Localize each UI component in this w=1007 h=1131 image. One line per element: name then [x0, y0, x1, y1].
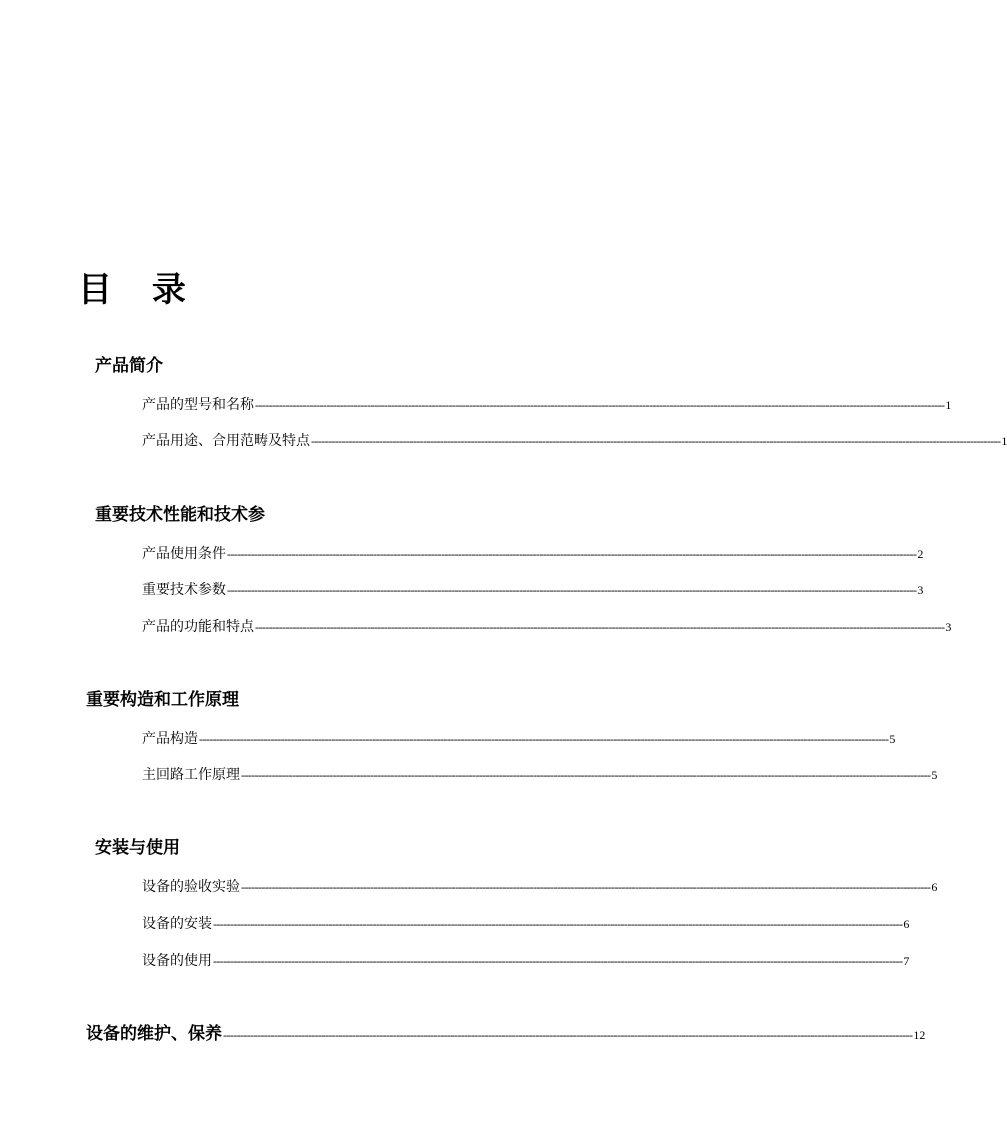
toc-entry-page: 12: [913, 1028, 926, 1042]
dot-leader: -----------------------------------------------------------------------------------------------------------------------------------------------------------------------------------------------------------: [227, 583, 917, 597]
toc-entry-page: 2: [917, 547, 924, 561]
toc-entry-page: 6: [931, 880, 938, 894]
toc-entry[interactable]: [142, 544, 924, 564]
toc-entry-label: 产品构造: [142, 731, 198, 747]
toc-entry-label: 设备的维护、保养: [86, 1024, 222, 1044]
toc-entry[interactable]: [142, 395, 952, 415]
dot-leader: -----------------------------------------------------------------------------------------------------------------------------------------------------------------------------------------------------------: [241, 880, 931, 894]
toc-entry-page: 6: [903, 917, 910, 931]
toc-entry-label: 重要技术参数: [142, 582, 226, 598]
toc-entry[interactable]: [142, 765, 938, 785]
toc-entry-page: 7: [903, 954, 910, 968]
section-heading-structure-principle: 重要构造和工作原理: [86, 690, 239, 710]
toc-entry-label: 产品使用条件: [142, 546, 226, 562]
dot-leader: -----------------------------------------------------------------------------------------------------------------------------------------------------------------------------------------------------------: [199, 732, 889, 746]
toc-entry-label: 设备的安装: [142, 916, 212, 932]
toc-entry-label: 设备的验收实验: [142, 879, 240, 895]
section-heading-product-intro: 产品简介: [95, 356, 163, 376]
toc-entry-page: 3: [917, 583, 924, 597]
toc-entry[interactable]: [142, 951, 910, 971]
toc-entry[interactable]: [142, 729, 896, 749]
toc-entry-label: 设备的使用: [142, 953, 212, 969]
dot-leader: -----------------------------------------------------------------------------------------------------------------------------------------------------------------------------------------------------------: [223, 1028, 913, 1042]
toc-entry-page: 3: [945, 620, 952, 634]
toc-entry[interactable]: [142, 580, 924, 600]
toc-entry-page: 1: [1001, 434, 1007, 448]
toc-entry-label: 产品的功能和特点: [142, 619, 254, 635]
toc-entry-label: 产品的型号和名称: [142, 397, 254, 413]
dot-leader: -----------------------------------------------------------------------------------------------------------------------------------------------------------------------------------------------------------: [213, 954, 903, 968]
dot-leader: -----------------------------------------------------------------------------------------------------------------------------------------------------------------------------------------------------------: [255, 398, 945, 412]
toc-entry[interactable]: [142, 914, 910, 934]
toc-entry-page: 5: [889, 732, 896, 746]
toc-entry-label: 主回路工作原理: [142, 767, 240, 783]
dot-leader: -----------------------------------------------------------------------------------------------------------------------------------------------------------------------------------------------------------: [311, 434, 1001, 448]
section-heading-tech-params: 重要技术性能和技术参: [95, 505, 265, 525]
dot-leader: -----------------------------------------------------------------------------------------------------------------------------------------------------------------------------------------------------------: [241, 768, 931, 782]
toc-entry-maintenance[interactable]: [86, 1022, 926, 1047]
section-heading-install-use: 安装与使用: [95, 838, 180, 858]
toc-entry-page: 5: [931, 768, 938, 782]
dot-leader: -----------------------------------------------------------------------------------------------------------------------------------------------------------------------------------------------------------: [213, 917, 903, 931]
toc-entry[interactable]: [142, 431, 1007, 451]
dot-leader: -----------------------------------------------------------------------------------------------------------------------------------------------------------------------------------------------------------: [227, 547, 917, 561]
toc-title: 目 录: [78, 270, 200, 310]
toc-entry-page: 1: [945, 398, 952, 412]
toc-entry-label: 产品用途、合用范畴及特点: [142, 433, 310, 449]
dot-leader: -----------------------------------------------------------------------------------------------------------------------------------------------------------------------------------------------------------: [255, 620, 945, 634]
toc-entry[interactable]: [142, 877, 938, 897]
toc-entry[interactable]: [142, 617, 952, 637]
